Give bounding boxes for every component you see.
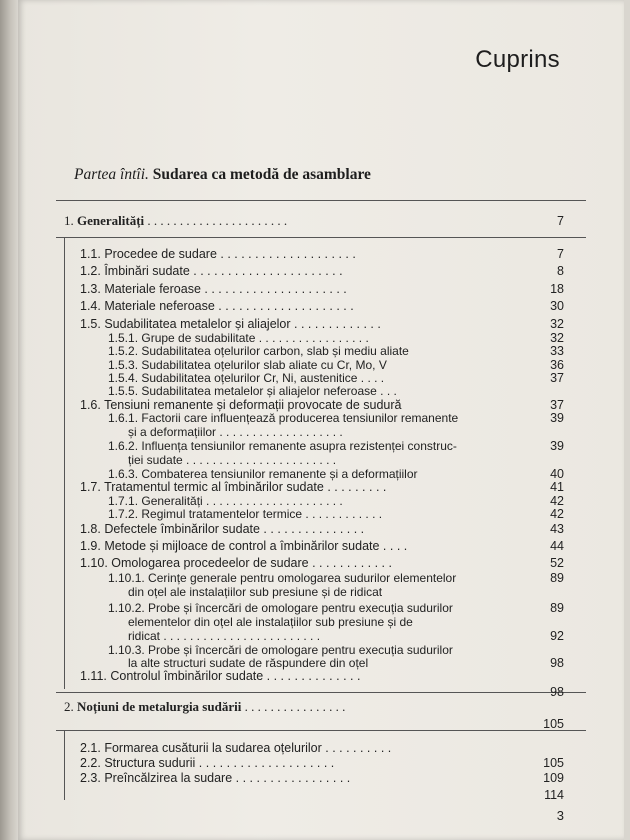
toc-entry-label: 1.7. Tratamentul termic al îmbinărilor sudate . . . . . . . . . xyxy=(80,480,387,494)
part-title: Sudarea ca metodă de asamblare xyxy=(152,166,371,183)
toc-entry-row xyxy=(18,521,624,537)
leader-dots: . . . . . . . . . . . . . . . . . . . . . . xyxy=(144,213,288,228)
toc-entry-label: ridicat . . . . . . . . . . . . . . . . . . . . . . . . xyxy=(128,629,321,643)
toc-page-number: 42 xyxy=(550,494,564,508)
toc-entry-row xyxy=(18,584,624,600)
toc-entry-label: 1.5.2. Sudabilitatea oțelurilor carbon, slab și mediu aliate xyxy=(108,344,409,358)
toc-page-number: 98 xyxy=(550,685,564,699)
toc-entry-label: 1.2. Îmbinări sudate . . . . . . . . . . . . . . . . . . . . . . xyxy=(80,264,343,278)
toc-entry-label: 1.10.2. Probe și încercări de omologare pentru execuția sudurilor xyxy=(108,601,453,615)
toc-page-number: 37 xyxy=(550,398,564,412)
toc-entry-label: 1.5.4. Sudabilitatea oțelurilor Cr, Ni, austenitice . . . . xyxy=(108,371,385,385)
toc-entry-label: și a deformațiilor . . . . . . . . . . . . . . . . . . . xyxy=(128,425,343,439)
toc-chapter-row xyxy=(18,699,624,715)
toc-page-number: 40 xyxy=(550,467,564,481)
page-title: Cuprins xyxy=(475,46,560,73)
toc-entry-label: 1.5.1. Grupe de sudabilitate . . . . . . . . . . . . . . . . . xyxy=(108,331,369,345)
toc-entry-row xyxy=(18,263,624,279)
toc-entry-row xyxy=(18,246,624,262)
toc-page-number: 7 xyxy=(557,214,564,228)
toc-page-number: 89 xyxy=(550,571,564,585)
chapter-number: 2. xyxy=(64,699,77,714)
book-page xyxy=(18,0,624,840)
toc-entry-label: 1.5.5. Sudabilitatea metalelor și aliajelor neferoase . . . xyxy=(108,384,397,398)
toc-entry-label: 1.6. Tensiuni remanente și deformații provocate de sudură xyxy=(80,398,402,412)
toc-page-number: 32 xyxy=(550,317,564,331)
toc-page-number: 109 xyxy=(543,771,564,785)
toc-page-number: 30 xyxy=(550,299,564,313)
toc-entry-label xyxy=(64,213,287,229)
toc-chapter-row xyxy=(18,213,624,229)
toc-page-number: 105 xyxy=(543,756,564,770)
toc-entry-row xyxy=(18,716,624,732)
part-label: Partea întîi. xyxy=(74,166,149,183)
toc-page-number: 43 xyxy=(550,522,564,536)
chapter-title: Noțiuni de metalurgia sudării xyxy=(77,699,242,714)
toc-entry-label: 1.10.1. Cerințe generale pentru omologarea sudurilor elementelor xyxy=(108,571,457,585)
toc-entry-label: 2.1. Formarea cusăturii la sudarea oțelurilor . . . . . . . . . . xyxy=(80,741,392,755)
toc-entry-label: 1.5.3. Sudabilitatea oțelurilor slab aliate cu Cr, Mo, V xyxy=(108,358,387,372)
toc-page-number: 52 xyxy=(550,556,564,570)
toc-entry-row xyxy=(18,298,624,314)
toc-entry-label: 1.6.1. Factorii care influențează producerea tensiunilor remanente xyxy=(108,411,459,425)
toc-entry-label xyxy=(64,699,345,715)
toc-entry-label: 1.7.1. Generalități . . . . . . . . . . . . . . . . . . . . . xyxy=(108,494,343,508)
toc-entry-label: 1.6.3. Combaterea tensiunilor remanente și a deformațiilor xyxy=(108,467,418,481)
book-spine-shadow xyxy=(0,0,18,840)
toc-page-number: 36 xyxy=(550,358,564,372)
toc-entry-label: elementelor din oțel ale instalațiilor sub presiune și de xyxy=(128,615,413,629)
toc-page-number: 37 xyxy=(550,371,564,385)
toc-entry-label: 1.10.3. Probe și încercări de omologare pentru execuția sudurilor xyxy=(108,643,453,657)
toc-entry-label: ției sudate . . . . . . . . . . . . . . . . . . . . . . . xyxy=(128,453,337,467)
toc-page-number: 98 xyxy=(550,656,564,670)
chapter-number: 1. xyxy=(64,213,77,228)
toc-entry-row xyxy=(18,538,624,554)
toc-page-number: 92 xyxy=(550,629,564,643)
toc-entry-row xyxy=(18,770,624,786)
toc-entry-row xyxy=(18,787,624,803)
toc-page-number: 89 xyxy=(550,601,564,615)
top-rule xyxy=(56,200,586,201)
toc-entry-label: 2.2. Structura sudurii . . . . . . . . . . . . . . . . . . . . xyxy=(80,756,335,770)
page-number: 3 xyxy=(556,808,564,823)
toc-entry-label: 1.11. Controlul îmbinărilor sudate . . . . . . . . . . . . . . xyxy=(80,669,361,683)
toc-entry-label: 2.3. Preîncălzirea la sudare . . . . . . . . . . . . . . . . . xyxy=(80,771,351,785)
leader-dots: . . . . . . . . . . . . . . . . xyxy=(241,699,346,714)
toc-entry-label: 1.3. Materiale feroase . . . . . . . . . . . . . . . . . . . . . xyxy=(80,282,347,296)
toc-page-number: 18 xyxy=(550,282,564,296)
toc-entry-row xyxy=(18,668,624,684)
toc-entry-row xyxy=(18,755,624,771)
toc-entry-label: 1.10. Omologarea procedeelor de sudare . . . . . . . . . . . . xyxy=(80,556,392,570)
toc-entry-label: 1.5. Sudabilitatea metalelor și aliajelor . . . . . . . . . . . . . xyxy=(80,317,381,331)
toc-entry-label: 1.9. Metode și mijloace de control a îmbinărilor sudate . . . . xyxy=(80,539,408,553)
toc-entry-label: 1.1. Procedee de sudare . . . . . . . . . . . . . . . . . . . . xyxy=(80,247,356,261)
toc-entry-label: 1.8. Defectele îmbinărilor sudate . . . . . . . . . . . . . . . xyxy=(80,522,365,536)
toc-page-number: 105 xyxy=(543,717,564,731)
toc-entry-label: 1.6.2. Influența tensiunilor remanente asupra rezistenței construc- xyxy=(108,439,457,453)
toc-page-number: 41 xyxy=(550,480,564,494)
toc-entry-row xyxy=(18,281,624,297)
toc-entry-label: 1.7.2. Regimul tratamentelor termice . . . . . . . . . . . . xyxy=(108,507,383,521)
toc-page-number: 8 xyxy=(557,264,564,278)
toc-page-number: 39 xyxy=(550,411,564,425)
toc-entry-label: din oțel ale instalațiilor sub presiune și de ridicat xyxy=(128,585,383,599)
toc-page-number: 44 xyxy=(550,539,564,553)
toc-page-number: 33 xyxy=(550,344,564,358)
toc-page-number: 32 xyxy=(550,331,564,345)
toc-entry-row xyxy=(18,506,624,522)
toc-entry-row xyxy=(18,740,624,756)
toc-page-number: 39 xyxy=(550,439,564,453)
toc-page-number: 7 xyxy=(557,247,564,261)
chapter-title: Generalități xyxy=(77,213,145,228)
toc-entry-row xyxy=(18,555,624,571)
toc-entry-label: 1.4. Materiale neferoase . . . . . . . . . . . . . . . . . . . . xyxy=(80,299,354,313)
chapter1-rule xyxy=(56,237,586,238)
toc-page-number: 42 xyxy=(550,507,564,521)
toc-entry-label: la alte structuri sudate de răspundere din oțel xyxy=(128,656,369,670)
part-heading xyxy=(74,166,371,184)
toc-entry-row xyxy=(18,684,624,700)
toc-page-number: 114 xyxy=(544,788,564,802)
